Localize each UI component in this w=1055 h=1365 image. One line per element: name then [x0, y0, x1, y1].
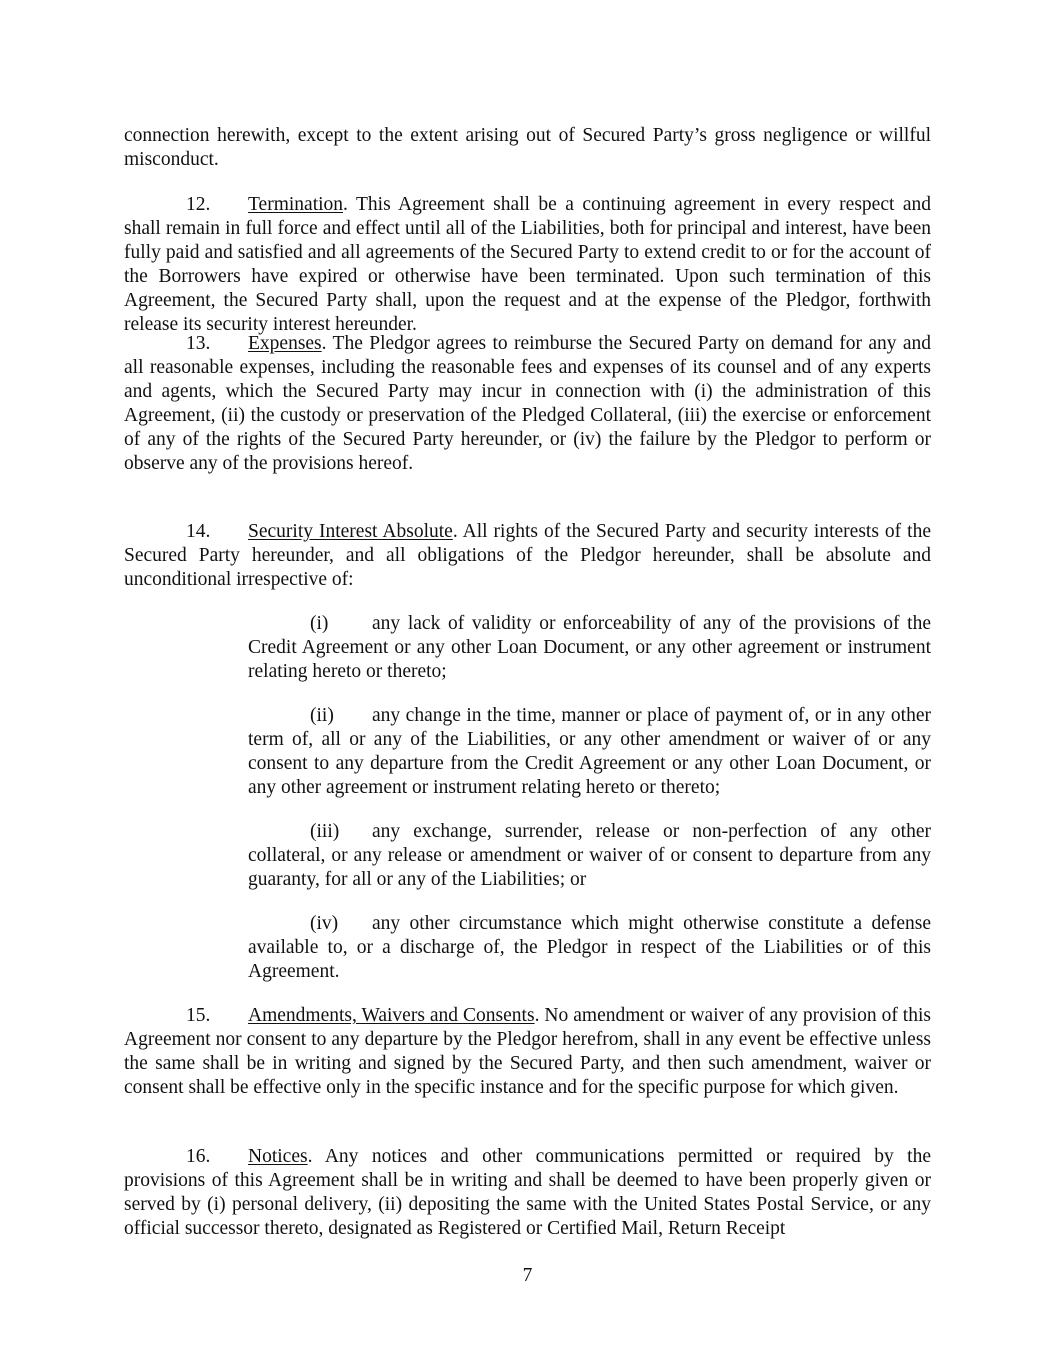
section-body: . All rights of the Secured Party and security interests of the Secured Party hereunder, and all obligations of the Pledgor hereunder, shall be absolute and unconditional irrespective of: [124, 521, 931, 590]
section-number: 16. [186, 1146, 211, 1167]
continuation-paragraph: connection herewith, except to the extent arising out of Secured Party’s gross negligence or willful misconduct. [124, 125, 931, 170]
subitem-i [248, 612, 931, 684]
subitem-ii [248, 704, 931, 800]
section-heading: Security Interest Absolute [248, 521, 453, 542]
section-number: 14. [186, 521, 211, 542]
section-heading: Amendments, Waivers and Consents [248, 1005, 535, 1026]
subitem-text: any other circumstance which might otherwise constitute a defense available to, or a discharge of, the Pledgor in respect of the Liabilities or of this Agreement. [248, 913, 931, 982]
subitem-label: (iii) [310, 821, 340, 842]
subitem-text: any change in the time, manner or place of payment of, or in any other term of, all or any of the Liabilities, or any other amendment or waiver of or any consent to any departure from the Credit Agreement or any other Loan Document, or any other agreement or instrument relating hereto or thereto; [248, 705, 931, 798]
subitem-iii [248, 820, 931, 892]
section-heading: Termination [248, 194, 344, 215]
section-14 [124, 520, 931, 592]
section-heading: Notices [248, 1146, 308, 1167]
section-body: . No amendment or waiver of any provision of this Agreement nor consent to any departure by the Pledgor herefrom, shall in any event be effective unless the same shall be in writing and signed by the Secured Party, and then such amendment, waiver or consent shall be effective only in the specific instance and for the specific purpose for which given. [124, 1005, 931, 1098]
section-body: . The Pledgor agrees to reimburse the Secured Party on demand for any and all reasonable expenses, including the reasonable fees and expenses of its counsel and of any experts and agents, which the Secured Party may incur in connection with (i) the administration of this Agreement, (ii) the custody or preservation of the Pledged Collateral, (iii) the exercise or enforcement of any of the rights of the Secured Party hereunder, or (iv) the failure by the Pledgor to perform or observe any of the provisions hereof. [124, 333, 931, 474]
section-15 [124, 1004, 931, 1100]
subitem-text: any exchange, surrender, release or non-perfection of any other collateral, or any release or amendment or waiver of or consent to departure from any guaranty, for all or any of the Liabilities; or [248, 821, 931, 890]
subitem-label: (ii) [310, 705, 334, 726]
section-number: 12. [186, 194, 211, 215]
section-12 [124, 193, 931, 337]
section-number: 15. [186, 1005, 211, 1026]
page-number: 7 [522, 1265, 533, 1286]
subitem-label: (i) [310, 613, 329, 634]
section-13 [124, 332, 931, 476]
subitem-label: (iv) [310, 913, 339, 934]
subitem-iv [248, 912, 931, 984]
section-number: 13. [186, 333, 211, 354]
subitem-text: any lack of validity or enforceability of any of the provisions of the Credit Agreement or any other Loan Document, or any other agreement or instrument relating hereto or thereto; [248, 613, 931, 682]
section-body: . Any notices and other communications permitted or required by the provisions of this Agreement shall be in writing and shall be deemed to have been properly given or served by (i) personal delivery, (ii) depositing the same with the United States Postal Service, or any official successor thereto, designated as Registered or Certified Mail, Return Receipt [124, 1146, 931, 1239]
section-body: . This Agreement shall be a continuing agreement in every respect and shall remain in full force and effect until all of the Liabilities, both for principal and interest, have been fully paid and satisfied and all agreements of the Secured Party to extend credit to or for the account of the Borrowers have expired or otherwise have been terminated. Upon such termination of this Agreement, the Secured Party shall, upon the request and at the expense of the Pledgor, forthwith release its security interest hereunder. [124, 194, 931, 335]
section-heading: Expenses [248, 333, 322, 354]
section-16 [124, 1145, 931, 1241]
